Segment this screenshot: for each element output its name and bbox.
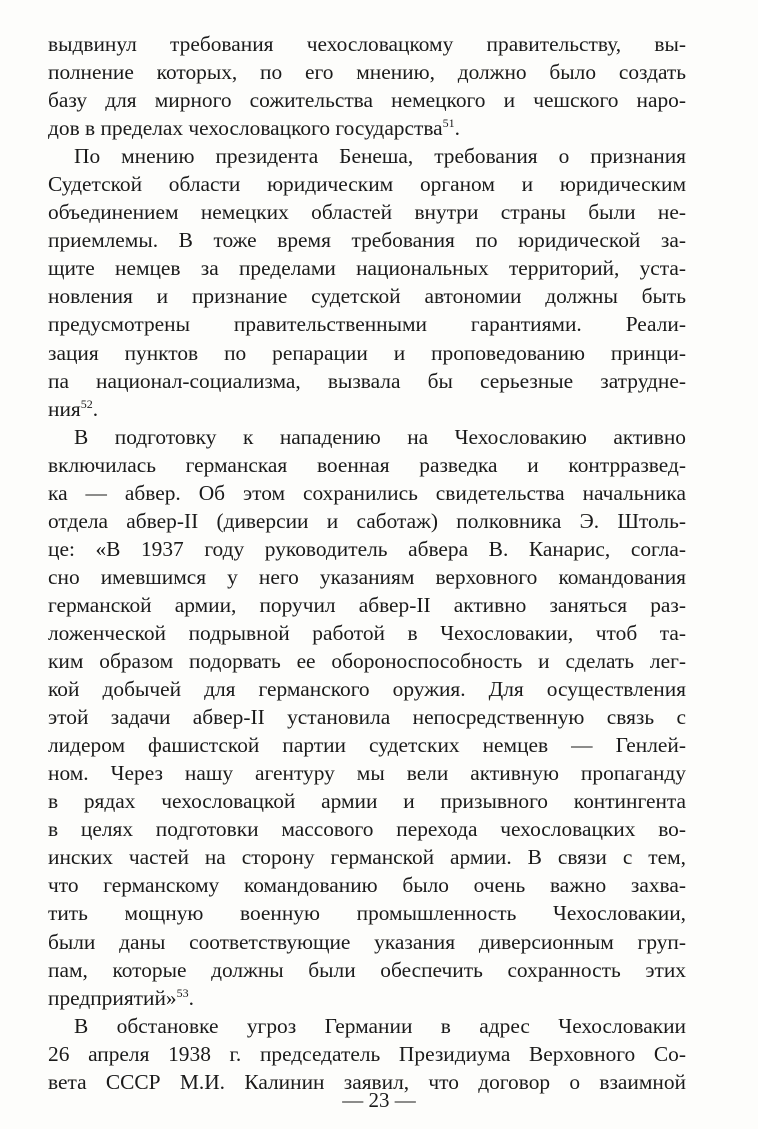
paragraph-3 xyxy=(48,423,686,1012)
text-line xyxy=(48,114,686,142)
text-line: этой задачи абвер-II установила непосредственную связь с xyxy=(48,705,686,730)
text-line xyxy=(48,984,686,1012)
text-line: ка — абвер. Об этом сохранились свидетельства начальника xyxy=(48,480,686,505)
line-punct: . xyxy=(188,985,194,1010)
paragraph-4 xyxy=(48,1012,686,1096)
line-text: предприятий» xyxy=(48,985,177,1010)
text-line: предусмотрены правительственными гарантиями. Реали- xyxy=(48,312,686,337)
text-line: ким образом подорвать ее обороноспособность и сделать лег- xyxy=(48,649,686,674)
text-line: в целях подготовки массового перехода чехословацких во- xyxy=(48,817,686,842)
line-text: ния xyxy=(48,396,81,421)
text-line: В обстановке угроз Германии в адрес Чехословакии xyxy=(74,1013,686,1038)
paragraph-2 xyxy=(48,142,686,422)
paragraph-1 xyxy=(48,30,686,142)
text-line: 26 апреля 1938 г. председатель Президиума Верховного Со- xyxy=(48,1041,686,1066)
footnote-ref: 51 xyxy=(442,116,455,131)
text-line: инских частей на сторону германской армии. В связи с тем, xyxy=(48,845,686,870)
text-line xyxy=(48,395,686,423)
text-line: отдела абвер-II (диверсии и саботаж) полковника Э. Штоль- xyxy=(48,508,686,533)
text-line: кой добычей для германского оружия. Для осуществления xyxy=(48,677,686,702)
text-line: включилась германская военная разведка и контрразвед- xyxy=(48,452,686,477)
text-line: пам, которые должны были обеспечить сохранность этих xyxy=(48,957,686,982)
text-line: выдвинул требования чехословацкому правительству, вы- xyxy=(48,32,686,56)
line-punct: . xyxy=(92,396,99,421)
text-line: полнение которых, по его мнению, должно было создать xyxy=(48,60,686,85)
text-line: что германскому командованию было очень важно захва- xyxy=(48,873,686,898)
text-line: тить мощную военную промышленность Чехословакии, xyxy=(48,901,686,926)
line-text: дов в пределах чехословацкого государства xyxy=(48,116,443,141)
page-number: — 23 — xyxy=(342,1088,416,1112)
text-line: германской армии, поручил абвер-II активно заняться раз- xyxy=(48,592,686,617)
text-line: в рядах чехословацкой армии и призывного контингента xyxy=(48,789,686,814)
page-body xyxy=(48,30,686,1096)
text-line: це: «В 1937 году руководитель абвера В. Канарис, согла- xyxy=(48,536,686,561)
text-line: ном. Через нашу агентуру мы вели активную пропаганду xyxy=(48,761,686,786)
text-line: вета СССР М.И. Калинин заявил, что договор о взаимной xyxy=(48,1069,686,1094)
text-line: сно имевшимся у него указаниям верховного командования xyxy=(48,564,686,589)
footnote-ref: 52 xyxy=(80,396,93,411)
text-line: щите немцев за пределами национальных территорий, уста- xyxy=(48,256,686,281)
text-line: новления и признание судетской автономии должны быть xyxy=(48,284,686,309)
text-line: приемлемы. В тоже время требования по юридической за- xyxy=(48,228,686,253)
text-line: объединением немецких областей внутри страны были не- xyxy=(48,200,686,225)
text-line: базу для мирного сожительства немецкого и чешского наро- xyxy=(48,88,686,113)
text-line: Судетской области юридическим органом и юридическим xyxy=(48,172,686,197)
text-line: В подготовку к нападению на Чехословакию активно xyxy=(74,424,686,449)
text-line: лидером фашистской партии судетских немцев — Генлей- xyxy=(48,733,686,758)
text-line: зация пунктов по репарации и проповедованию принци- xyxy=(48,340,686,365)
text-line: были даны соответствующие указания диверсионным груп- xyxy=(48,929,686,954)
text-line: ложенческой подрывной работой в Чехословакии, чтоб та- xyxy=(48,620,686,645)
text-line: па национал-социализма, вызвала бы серьезные затрудне- xyxy=(48,368,686,393)
line-punct: . xyxy=(454,116,461,141)
footnote-ref: 53 xyxy=(176,985,189,1000)
text-line: По мнению президента Бенеша, требования о признания xyxy=(74,144,686,169)
